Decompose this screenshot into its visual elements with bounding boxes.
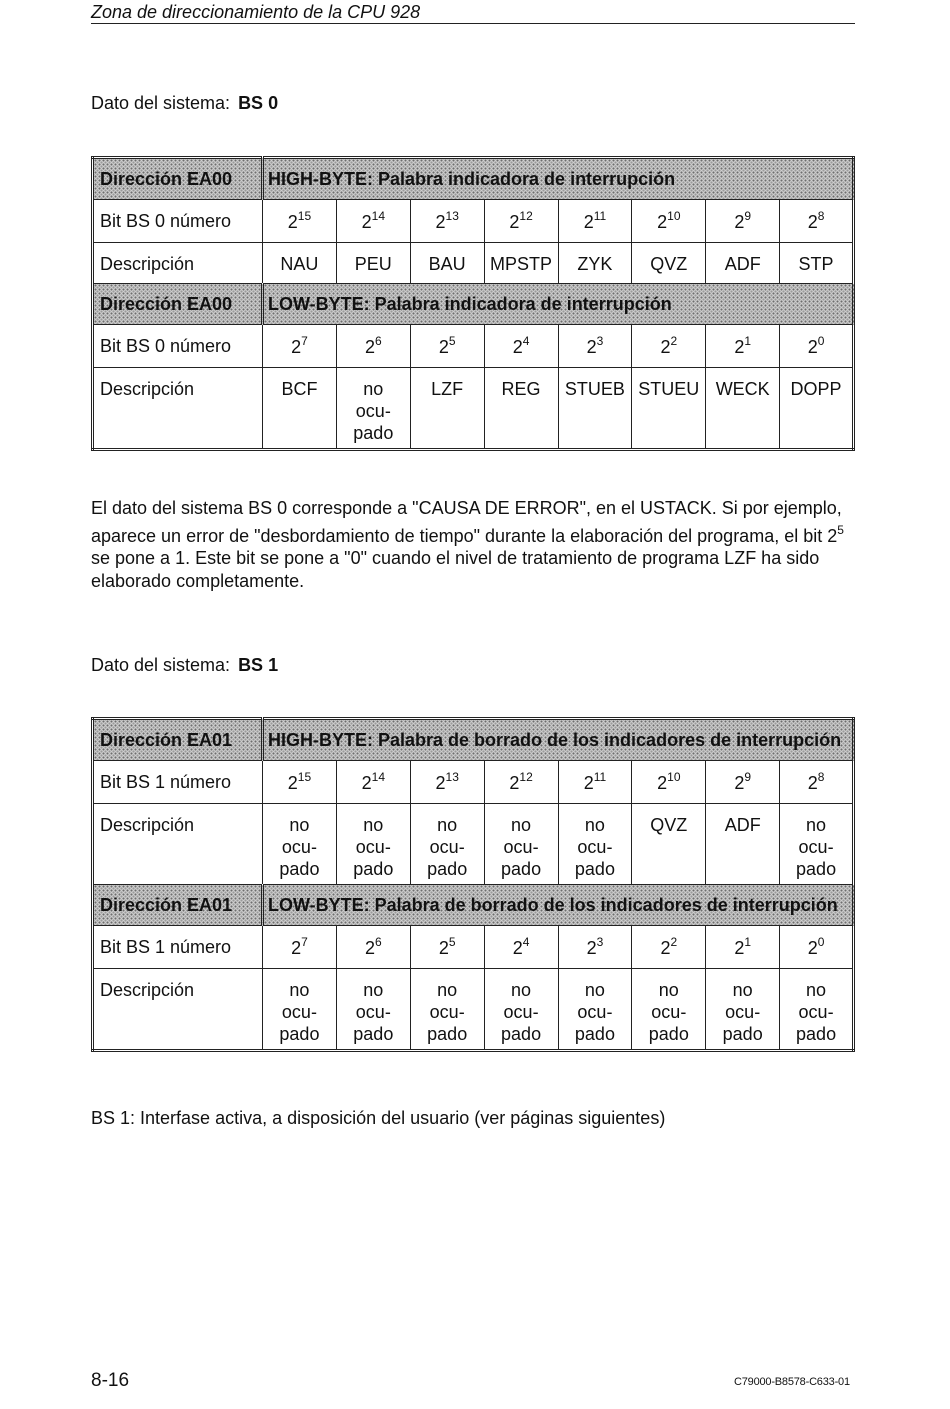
bit-number-cell: [336, 200, 410, 243]
bit-description-cell: QVZ: [632, 243, 706, 284]
bs1-table: [91, 717, 855, 1052]
bit-number-cell: [263, 926, 337, 969]
bit-exponent: 10: [667, 769, 681, 784]
bit-exponent: 4: [522, 934, 530, 949]
bit-number-cell: [706, 761, 780, 804]
bit-number-cell: [706, 926, 780, 969]
address-cell: Dirección EA00: [93, 158, 263, 200]
bit-description-cell: PEU: [336, 243, 410, 284]
bit-description-cell: NAU: [263, 243, 337, 284]
description-row-label: Descripción: [93, 243, 263, 284]
bit-description-cell: no ocu- pado: [558, 969, 632, 1051]
bit-exponent: 12: [519, 769, 533, 784]
bit-description-row: [93, 804, 854, 885]
bit-description-cell: REG: [484, 368, 558, 450]
bit-number-cell: [558, 325, 632, 368]
bit-exponent: 0: [817, 934, 825, 949]
page-number: 8-16: [91, 1370, 130, 1391]
bit-description-cell: ADF: [706, 243, 780, 284]
bit-base: 2: [364, 336, 375, 357]
bit-description-cell: WECK: [706, 368, 780, 450]
address-cell: Dirección EA01: [93, 719, 263, 761]
address-cell: Dirección EA01: [93, 885, 263, 926]
section-label-text: Dato del sistema:: [91, 655, 231, 675]
bit-description-row: [93, 243, 854, 284]
bit-description-cell: BCF: [263, 368, 337, 450]
bit-description-cell: ZYK: [558, 243, 632, 284]
bit-exponent: 1: [744, 333, 752, 348]
bit-base: 2: [734, 772, 745, 793]
bit-base: 2: [512, 336, 523, 357]
bit-row-label: Bit BS 0 número: [93, 325, 263, 368]
bit-base: 2: [291, 937, 302, 958]
bit-base: 2: [583, 211, 594, 232]
header-title: Zona de direccionamiento de la CPU 928: [91, 2, 421, 22]
bit-number-cell: [484, 325, 558, 368]
bit-exponent: 15: [297, 769, 312, 784]
bit-description-cell: no ocu- pado: [484, 804, 558, 885]
byte-description-cell: HIGH-BYTE: Palabra de borrado de los indicadores de interrupción: [263, 719, 854, 761]
high-byte-header-row: [93, 158, 854, 200]
bit-exponent: 11: [593, 769, 607, 784]
bit-number-cell: [410, 926, 484, 969]
bit-exponent: 15: [297, 208, 312, 223]
section-label-bs0: [91, 92, 278, 114]
bit-exponent: 6: [374, 934, 382, 949]
bit-exponent: 14: [371, 208, 385, 223]
bit-description-cell: MPSTP: [484, 243, 558, 284]
bit-number-cell: [263, 200, 337, 243]
low-byte-header-row: [93, 284, 854, 325]
bit-number-cell: [263, 761, 337, 804]
paragraph-text-2: se pone a 1. Este bit se pone a "0" cuando el nivel de tratamiento de programa LZF ha sido elaborado completamente.: [91, 548, 820, 591]
bit-description-cell: ADF: [706, 804, 780, 885]
bit-number-cell: [632, 926, 706, 969]
bit-exponent: 5: [448, 333, 456, 348]
bit-base: 2: [435, 211, 446, 232]
bit-exponent: 2: [670, 333, 678, 348]
low-byte-header-row: [93, 885, 854, 926]
bit-base: 2: [509, 211, 520, 232]
bit-exponent: 9: [744, 769, 752, 784]
bit-description-cell: no ocu- pado: [484, 969, 558, 1051]
bit-number-cell: [410, 761, 484, 804]
bit-base: 2: [734, 336, 745, 357]
bit-number-cell: [706, 200, 780, 243]
bit-base: 2: [660, 336, 671, 357]
bit-number-cell: [558, 200, 632, 243]
bit-exponent: 11: [593, 208, 607, 223]
bit-exponent: 3: [596, 333, 604, 348]
bit-exponent: 2: [670, 934, 678, 949]
paragraph-text-1: El dato del sistema BS 0 corresponde a "CAUSA DE ERROR", en el USTACK. Si por ejemplo, aparece un error de "desbordamiento de tiempo" durante la elaboración del programa, el bit 2: [91, 498, 842, 546]
bit-number-cell: [632, 761, 706, 804]
bit-description-cell: no ocu- pado: [263, 969, 337, 1051]
bit-exponent: 3: [596, 934, 604, 949]
bit-number-cell: [558, 761, 632, 804]
bit-description-cell: DOPP: [780, 368, 854, 450]
bit-base: 2: [364, 937, 375, 958]
bit-description-cell: no ocu- pado: [410, 804, 484, 885]
section-label-bs1: [91, 654, 278, 676]
bit-row-label: Bit BS 1 número: [93, 761, 263, 804]
bit-number-cell: [780, 761, 854, 804]
bit-base: 2: [583, 772, 594, 793]
paragraph-superscript: 5: [837, 522, 844, 537]
bit-number-cell: [706, 325, 780, 368]
description-row-label: Descripción: [93, 969, 263, 1051]
bit-exponent: 4: [522, 333, 530, 348]
bit-description-cell: QVZ: [632, 804, 706, 885]
bit-number-cell: [336, 761, 410, 804]
bit-base: 2: [807, 772, 818, 793]
running-header: [91, 2, 855, 24]
bit-number-cell: [484, 926, 558, 969]
bit-description-cell: no ocu- pado: [706, 969, 780, 1051]
bit-base: 2: [438, 937, 449, 958]
bit-base: 2: [807, 211, 818, 232]
bit-base: 2: [287, 211, 298, 232]
bit-exponent: 6: [374, 333, 382, 348]
document-code: C79000-B8578-C633-01: [734, 1376, 850, 1388]
section-name: BS 0: [238, 93, 279, 113]
bit-number-cell: [558, 926, 632, 969]
bit-description-cell: no ocu- pado: [336, 804, 410, 885]
bit-exponent: 13: [445, 208, 459, 223]
bit-exponent: 1: [744, 934, 752, 949]
bit-description-row: [93, 368, 854, 450]
bit-exponent: 7: [301, 934, 308, 949]
bit-exponent: 7: [301, 333, 308, 348]
byte-description-cell: LOW-BYTE: Palabra indicadora de interrupción: [263, 284, 854, 325]
bit-exponent: 0: [817, 333, 825, 348]
byte-description-cell: HIGH-BYTE: Palabra indicadora de interrupción: [263, 158, 854, 200]
bit-description-cell: STP: [780, 243, 854, 284]
bit-number-cell: [336, 926, 410, 969]
description-row-label: Descripción: [93, 368, 263, 450]
bit-number-cell: [780, 200, 854, 243]
bit-base: 2: [435, 772, 446, 793]
bit-base: 2: [509, 772, 520, 793]
bit-base: 2: [807, 336, 818, 357]
bit-base: 2: [512, 937, 523, 958]
bit-base: 2: [807, 937, 818, 958]
bit-description-cell: no ocu- pado: [336, 368, 410, 450]
explanation-paragraph: [91, 497, 856, 592]
bit-base: 2: [657, 211, 668, 232]
footnote: BS 1: Interfase activa, a disposición del usuario (ver páginas siguientes): [91, 1108, 666, 1128]
section-label-text: Dato del sistema:: [91, 93, 231, 113]
bit-description-cell: STUEU: [632, 368, 706, 450]
bit-exponent: 8: [817, 208, 825, 223]
bit-exponent: 13: [445, 769, 459, 784]
bit-description-cell: no ocu- pado: [336, 969, 410, 1051]
bit-number-row: [93, 325, 854, 368]
bit-base: 2: [734, 211, 745, 232]
bit-base: 2: [660, 937, 671, 958]
bit-number-cell: [632, 200, 706, 243]
bit-exponent: 12: [519, 208, 533, 223]
bit-base: 2: [361, 772, 372, 793]
bit-base: 2: [361, 211, 372, 232]
bit-exponent: 9: [744, 208, 752, 223]
description-row-label: Descripción: [93, 804, 263, 885]
bit-description-cell: no ocu- pado: [558, 804, 632, 885]
bit-description-cell: no ocu- pado: [780, 804, 854, 885]
bit-description-cell: no ocu- pado: [410, 969, 484, 1051]
bit-number-cell: [780, 926, 854, 969]
bit-description-cell: no ocu- pado: [780, 969, 854, 1051]
bit-number-cell: [484, 761, 558, 804]
bit-exponent: 10: [667, 208, 681, 223]
bit-exponent: 5: [448, 934, 456, 949]
bit-number-cell: [410, 325, 484, 368]
bit-base: 2: [657, 772, 668, 793]
bit-number-row: [93, 926, 854, 969]
high-byte-header-row: [93, 719, 854, 761]
bit-exponent: 14: [371, 769, 385, 784]
bit-description-cell: LZF: [410, 368, 484, 450]
byte-description-cell: LOW-BYTE: Palabra de borrado de los indicadores de interrupción: [263, 885, 854, 926]
bit-base: 2: [734, 937, 745, 958]
bit-description-cell: no ocu- pado: [632, 969, 706, 1051]
bit-exponent: 8: [817, 769, 825, 784]
bit-base: 2: [291, 336, 302, 357]
address-cell: Dirección EA00: [93, 284, 263, 325]
bit-base: 2: [438, 336, 449, 357]
bs0-table: [91, 156, 855, 451]
bit-row-label: Bit BS 0 número: [93, 200, 263, 243]
bit-number-cell: [632, 325, 706, 368]
bit-base: 2: [586, 336, 597, 357]
bit-number-row: [93, 200, 854, 243]
bit-description-cell: BAU: [410, 243, 484, 284]
bit-description-cell: no ocu- pado: [263, 804, 337, 885]
bit-row-label: Bit BS 1 número: [93, 926, 263, 969]
bit-number-cell: [484, 200, 558, 243]
bit-number-cell: [780, 325, 854, 368]
bit-number-row: [93, 761, 854, 804]
bit-base: 2: [287, 772, 298, 793]
bit-description-cell: STUEB: [558, 368, 632, 450]
bit-number-cell: [263, 325, 337, 368]
bit-number-cell: [336, 325, 410, 368]
bit-base: 2: [586, 937, 597, 958]
bit-description-row: [93, 969, 854, 1051]
section-name: BS 1: [238, 655, 279, 675]
bit-number-cell: [410, 200, 484, 243]
